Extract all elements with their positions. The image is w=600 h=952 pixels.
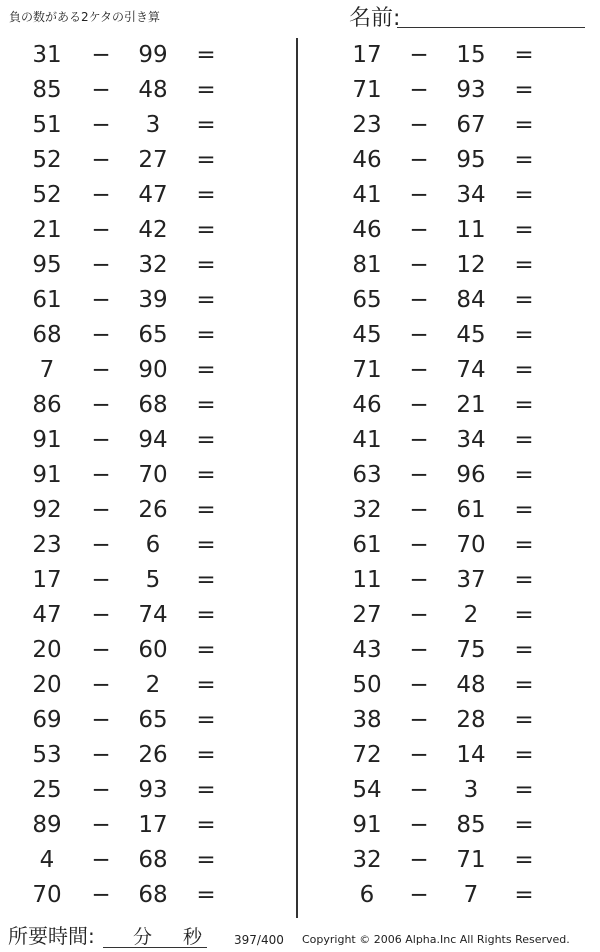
problem-row bbox=[0, 108, 290, 143]
problem-row bbox=[318, 458, 600, 493]
problem-row bbox=[0, 388, 290, 423]
subtrahend: 65 bbox=[138, 707, 168, 733]
equals-sign: = bbox=[514, 77, 534, 103]
minuend: 23 bbox=[352, 112, 382, 138]
minuend: 89 bbox=[32, 812, 62, 838]
minuend: 46 bbox=[352, 147, 382, 173]
equals-sign: = bbox=[196, 392, 216, 418]
minus-sign: − bbox=[91, 532, 111, 558]
minuend: 7 bbox=[39, 357, 55, 383]
subtrahend: 37 bbox=[456, 567, 486, 593]
problem-row bbox=[318, 108, 600, 143]
minuend: 43 bbox=[352, 637, 382, 663]
minuend: 45 bbox=[352, 322, 382, 348]
minus-sign: − bbox=[91, 357, 111, 383]
problem-row bbox=[318, 738, 600, 773]
equals-sign: = bbox=[196, 42, 216, 68]
subtrahend: 99 bbox=[138, 42, 168, 68]
subtrahend: 68 bbox=[138, 847, 168, 873]
equals-sign: = bbox=[196, 497, 216, 523]
minus-sign: − bbox=[409, 567, 429, 593]
minuend: 38 bbox=[352, 707, 382, 733]
problem-row bbox=[318, 248, 600, 283]
minus-sign: − bbox=[409, 497, 429, 523]
minuend: 20 bbox=[32, 672, 62, 698]
subtrahend: 96 bbox=[456, 462, 486, 488]
problem-row bbox=[318, 633, 600, 668]
time-required-label: 所要時間: bbox=[8, 924, 95, 948]
minuend: 81 bbox=[352, 252, 382, 278]
equals-sign: = bbox=[514, 427, 534, 453]
minuend: 51 bbox=[32, 112, 62, 138]
problem-row bbox=[0, 528, 290, 563]
problem-row bbox=[0, 703, 290, 738]
equals-sign: = bbox=[514, 42, 534, 68]
subtrahend: 45 bbox=[456, 322, 486, 348]
minus-sign: − bbox=[409, 77, 429, 103]
subtrahend: 47 bbox=[138, 182, 168, 208]
problem-row bbox=[318, 318, 600, 353]
minus-sign: − bbox=[91, 847, 111, 873]
problem-row bbox=[0, 773, 290, 808]
equals-sign: = bbox=[196, 462, 216, 488]
equals-sign: = bbox=[514, 252, 534, 278]
equals-sign: = bbox=[514, 287, 534, 313]
subtrahend: 61 bbox=[456, 497, 486, 523]
minuend: 6 bbox=[359, 882, 375, 908]
minuend: 23 bbox=[32, 532, 62, 558]
minuend: 52 bbox=[32, 182, 62, 208]
minuend: 46 bbox=[352, 217, 382, 243]
minus-sign: − bbox=[91, 42, 111, 68]
name-label: 名前: bbox=[349, 6, 401, 31]
minus-sign: − bbox=[91, 742, 111, 768]
minus-sign: − bbox=[91, 77, 111, 103]
problem-row bbox=[318, 213, 600, 248]
subtrahend: 39 bbox=[138, 287, 168, 313]
minuend: 31 bbox=[32, 42, 62, 68]
equals-sign: = bbox=[196, 77, 216, 103]
footer bbox=[0, 922, 600, 952]
equals-sign: = bbox=[514, 497, 534, 523]
minuend: 53 bbox=[32, 742, 62, 768]
minus-sign: − bbox=[91, 392, 111, 418]
equals-sign: = bbox=[514, 882, 534, 908]
minus-sign: − bbox=[91, 322, 111, 348]
problem-row bbox=[0, 493, 290, 528]
minus-sign: − bbox=[91, 672, 111, 698]
equals-sign: = bbox=[196, 532, 216, 558]
equals-sign: = bbox=[514, 672, 534, 698]
subtrahend: 2 bbox=[145, 672, 161, 698]
minus-sign: − bbox=[409, 427, 429, 453]
problem-row bbox=[318, 528, 600, 563]
minus-sign: − bbox=[409, 532, 429, 558]
equals-sign: = bbox=[514, 812, 534, 838]
minuend: 95 bbox=[32, 252, 62, 278]
minuend: 86 bbox=[32, 392, 62, 418]
subtrahend: 3 bbox=[145, 112, 161, 138]
equals-sign: = bbox=[514, 602, 534, 628]
minus-sign: − bbox=[409, 322, 429, 348]
problem-row bbox=[0, 808, 290, 843]
minus-sign: − bbox=[91, 217, 111, 243]
subtrahend: 32 bbox=[138, 252, 168, 278]
minuend: 71 bbox=[352, 77, 382, 103]
seconds-label: 秒 bbox=[183, 926, 203, 948]
minus-sign: − bbox=[409, 252, 429, 278]
equals-sign: = bbox=[196, 742, 216, 768]
minus-sign: − bbox=[91, 707, 111, 733]
column-divider bbox=[296, 38, 298, 918]
minus-sign: − bbox=[409, 462, 429, 488]
minuend: 50 bbox=[352, 672, 382, 698]
equals-sign: = bbox=[196, 812, 216, 838]
equals-sign: = bbox=[196, 637, 216, 663]
minuend: 20 bbox=[32, 637, 62, 663]
worksheet-title: 負の数がある2ケタの引き算 bbox=[9, 10, 161, 24]
minuend: 32 bbox=[352, 497, 382, 523]
subtrahend: 70 bbox=[456, 532, 486, 558]
problem-row bbox=[318, 808, 600, 843]
equals-sign: = bbox=[514, 147, 534, 173]
problem-row bbox=[0, 283, 290, 318]
minuend: 70 bbox=[32, 882, 62, 908]
minus-sign: − bbox=[91, 812, 111, 838]
problem-row bbox=[318, 388, 600, 423]
subtrahend: 84 bbox=[456, 287, 486, 313]
subtrahend: 48 bbox=[456, 672, 486, 698]
subtrahend: 60 bbox=[138, 637, 168, 663]
minus-sign: − bbox=[91, 462, 111, 488]
minus-sign: − bbox=[91, 602, 111, 628]
equals-sign: = bbox=[514, 357, 534, 383]
minuend: 71 bbox=[352, 357, 382, 383]
problem-row bbox=[318, 598, 600, 633]
minus-sign: − bbox=[409, 357, 429, 383]
equals-sign: = bbox=[514, 532, 534, 558]
subtrahend: 67 bbox=[456, 112, 486, 138]
equals-sign: = bbox=[196, 672, 216, 698]
problem-row bbox=[0, 38, 290, 73]
minus-sign: − bbox=[91, 252, 111, 278]
equals-sign: = bbox=[514, 847, 534, 873]
subtrahend: 12 bbox=[456, 252, 486, 278]
minuend: 68 bbox=[32, 322, 62, 348]
name-field bbox=[349, 6, 589, 32]
equals-sign: = bbox=[514, 462, 534, 488]
subtrahend: 94 bbox=[138, 427, 168, 453]
equals-sign: = bbox=[514, 322, 534, 348]
problem-row bbox=[0, 668, 290, 703]
equals-sign: = bbox=[514, 777, 534, 803]
minuend: 46 bbox=[352, 392, 382, 418]
problem-row bbox=[0, 738, 290, 773]
subtrahend: 42 bbox=[138, 217, 168, 243]
problem-row bbox=[318, 563, 600, 598]
problem-row bbox=[318, 143, 600, 178]
subtrahend: 2 bbox=[463, 602, 479, 628]
minus-sign: − bbox=[409, 147, 429, 173]
problem-row bbox=[0, 633, 290, 668]
equals-sign: = bbox=[196, 847, 216, 873]
minuend: 92 bbox=[32, 497, 62, 523]
minus-sign: − bbox=[409, 637, 429, 663]
minus-sign: − bbox=[409, 42, 429, 68]
equals-sign: = bbox=[514, 217, 534, 243]
problem-row bbox=[318, 493, 600, 528]
equals-sign: = bbox=[196, 777, 216, 803]
subtrahend: 26 bbox=[138, 497, 168, 523]
minus-sign: − bbox=[409, 182, 429, 208]
minuend: 32 bbox=[352, 847, 382, 873]
equals-sign: = bbox=[196, 322, 216, 348]
problem-row bbox=[0, 563, 290, 598]
minuend: 91 bbox=[32, 427, 62, 453]
subtrahend: 65 bbox=[138, 322, 168, 348]
subtrahend: 93 bbox=[138, 777, 168, 803]
subtrahend: 15 bbox=[456, 42, 486, 68]
subtrahend: 34 bbox=[456, 182, 486, 208]
name-blank-line bbox=[397, 27, 585, 28]
equals-sign: = bbox=[514, 707, 534, 733]
minuend: 61 bbox=[352, 532, 382, 558]
problem-row bbox=[318, 843, 600, 878]
problem-row bbox=[0, 458, 290, 493]
problem-row bbox=[0, 318, 290, 353]
minus-sign: − bbox=[409, 672, 429, 698]
problem-row bbox=[318, 353, 600, 388]
minuend: 61 bbox=[32, 287, 62, 313]
minus-sign: − bbox=[409, 287, 429, 313]
problem-row bbox=[0, 423, 290, 458]
minuend: 11 bbox=[352, 567, 382, 593]
equals-sign: = bbox=[514, 637, 534, 663]
minuend: 27 bbox=[352, 602, 382, 628]
minuend: 91 bbox=[352, 812, 382, 838]
minus-sign: − bbox=[91, 427, 111, 453]
left-problem-column bbox=[0, 38, 290, 913]
problem-row bbox=[0, 353, 290, 388]
subtrahend: 14 bbox=[456, 742, 486, 768]
minus-sign: − bbox=[409, 707, 429, 733]
minus-sign: − bbox=[91, 777, 111, 803]
subtrahend: 17 bbox=[138, 812, 168, 838]
minuend: 69 bbox=[32, 707, 62, 733]
minuend: 65 bbox=[352, 287, 382, 313]
equals-sign: = bbox=[514, 112, 534, 138]
subtrahend: 68 bbox=[138, 392, 168, 418]
minus-sign: − bbox=[409, 602, 429, 628]
subtrahend: 27 bbox=[138, 147, 168, 173]
subtrahend: 93 bbox=[456, 77, 486, 103]
minuend: 85 bbox=[32, 77, 62, 103]
subtrahend: 75 bbox=[456, 637, 486, 663]
minuend: 41 bbox=[352, 427, 382, 453]
equals-sign: = bbox=[514, 182, 534, 208]
minus-sign: − bbox=[409, 217, 429, 243]
equals-sign: = bbox=[196, 567, 216, 593]
minuend: 91 bbox=[32, 462, 62, 488]
equals-sign: = bbox=[196, 147, 216, 173]
minutes-label: 分 bbox=[133, 926, 153, 948]
minus-sign: − bbox=[409, 392, 429, 418]
problem-row bbox=[318, 703, 600, 738]
subtrahend: 68 bbox=[138, 882, 168, 908]
equals-sign: = bbox=[196, 287, 216, 313]
minuend: 41 bbox=[352, 182, 382, 208]
copyright-notice: Copyright © 2006 Alpha.Inc All Rights Reserved. bbox=[302, 933, 570, 946]
subtrahend: 5 bbox=[145, 567, 161, 593]
equals-sign: = bbox=[196, 217, 216, 243]
minuend: 54 bbox=[352, 777, 382, 803]
minuend: 72 bbox=[352, 742, 382, 768]
problem-row bbox=[318, 283, 600, 318]
subtrahend: 34 bbox=[456, 427, 486, 453]
page-number: 397/400 bbox=[234, 933, 284, 947]
minus-sign: − bbox=[409, 112, 429, 138]
equals-sign: = bbox=[196, 357, 216, 383]
equals-sign: = bbox=[196, 112, 216, 138]
minus-sign: − bbox=[91, 497, 111, 523]
minuend: 21 bbox=[32, 217, 62, 243]
subtrahend: 6 bbox=[145, 532, 161, 558]
problem-row bbox=[318, 73, 600, 108]
subtrahend: 71 bbox=[456, 847, 486, 873]
subtrahend: 48 bbox=[138, 77, 168, 103]
problem-row bbox=[0, 213, 290, 248]
problem-row bbox=[318, 878, 600, 913]
subtrahend: 26 bbox=[138, 742, 168, 768]
problem-row bbox=[0, 73, 290, 108]
minus-sign: − bbox=[91, 112, 111, 138]
subtrahend: 74 bbox=[138, 602, 168, 628]
problem-row bbox=[0, 598, 290, 633]
minuend: 4 bbox=[39, 847, 55, 873]
minuend: 17 bbox=[352, 42, 382, 68]
right-problem-column bbox=[318, 38, 600, 913]
minus-sign: − bbox=[91, 637, 111, 663]
minuend: 17 bbox=[32, 567, 62, 593]
problem-row bbox=[318, 178, 600, 213]
minuend: 25 bbox=[32, 777, 62, 803]
minus-sign: − bbox=[409, 742, 429, 768]
equals-sign: = bbox=[196, 882, 216, 908]
equals-sign: = bbox=[196, 182, 216, 208]
problem-row bbox=[0, 248, 290, 283]
minus-sign: − bbox=[91, 567, 111, 593]
equals-sign: = bbox=[514, 742, 534, 768]
subtrahend: 28 bbox=[456, 707, 486, 733]
subtrahend: 11 bbox=[456, 217, 486, 243]
subtrahend: 7 bbox=[463, 882, 479, 908]
minus-sign: − bbox=[91, 287, 111, 313]
subtrahend: 95 bbox=[456, 147, 486, 173]
equals-sign: = bbox=[514, 567, 534, 593]
problem-row bbox=[0, 143, 290, 178]
minus-sign: − bbox=[91, 182, 111, 208]
minus-sign: − bbox=[409, 882, 429, 908]
problem-row bbox=[0, 878, 290, 913]
minus-sign: − bbox=[91, 147, 111, 173]
equals-sign: = bbox=[196, 602, 216, 628]
equals-sign: = bbox=[196, 707, 216, 733]
minuend: 52 bbox=[32, 147, 62, 173]
minus-sign: − bbox=[409, 812, 429, 838]
subtrahend: 90 bbox=[138, 357, 168, 383]
problem-row bbox=[0, 843, 290, 878]
subtrahend: 70 bbox=[138, 462, 168, 488]
subtrahend: 3 bbox=[463, 777, 479, 803]
minus-sign: − bbox=[409, 777, 429, 803]
problem-row bbox=[318, 423, 600, 458]
minuend: 47 bbox=[32, 602, 62, 628]
minus-sign: − bbox=[91, 882, 111, 908]
subtrahend: 74 bbox=[456, 357, 486, 383]
problem-row bbox=[318, 773, 600, 808]
equals-sign: = bbox=[196, 427, 216, 453]
equals-sign: = bbox=[196, 252, 216, 278]
minuend: 63 bbox=[352, 462, 382, 488]
minus-sign: − bbox=[409, 847, 429, 873]
subtrahend: 85 bbox=[456, 812, 486, 838]
subtrahend: 21 bbox=[456, 392, 486, 418]
problem-row bbox=[318, 38, 600, 73]
problem-row bbox=[318, 668, 600, 703]
problem-row bbox=[0, 178, 290, 213]
equals-sign: = bbox=[514, 392, 534, 418]
